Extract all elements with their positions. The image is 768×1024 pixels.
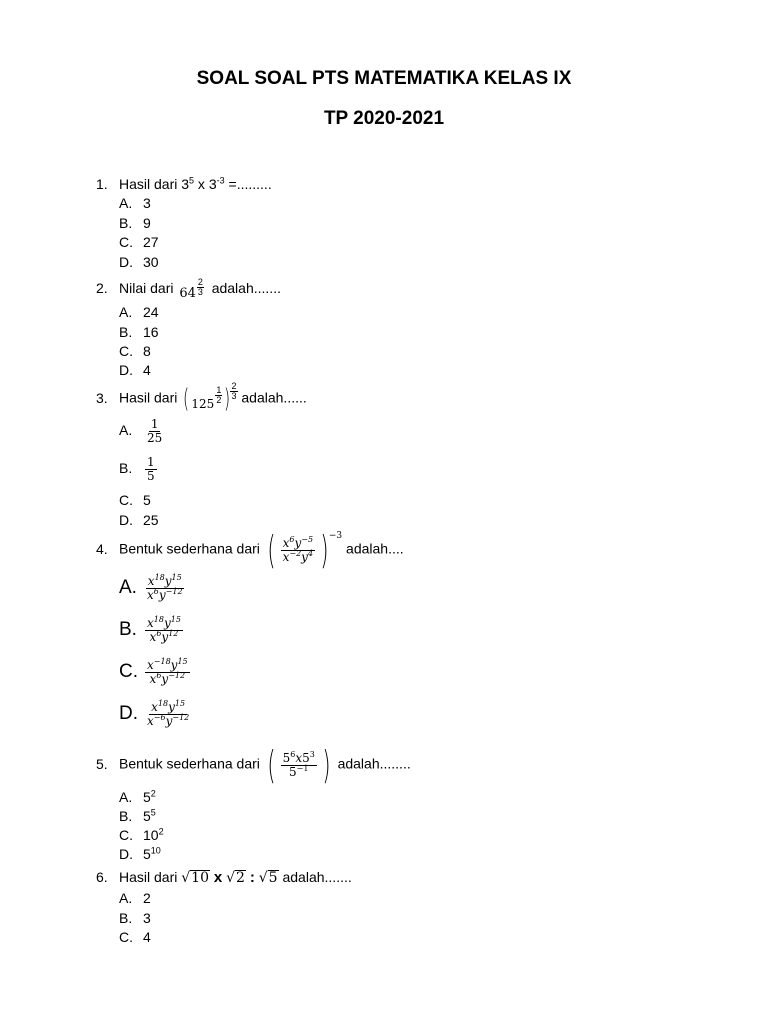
variable: y <box>168 700 175 714</box>
option-letter: D. <box>119 362 133 378</box>
exponent: −1 <box>296 763 309 773</box>
question-2 <box>96 278 281 301</box>
option-3c <box>119 492 151 508</box>
radicand: 10 <box>191 870 209 886</box>
square-root: √10 <box>181 870 209 886</box>
math-fraction <box>281 749 317 779</box>
right-paren: ) <box>224 384 231 414</box>
option-5c <box>119 827 164 843</box>
option-letter: D. <box>119 254 133 270</box>
square-root: √5 <box>258 870 278 886</box>
variable: y <box>161 629 169 644</box>
operator: x <box>295 750 303 765</box>
option-letter: A. <box>119 421 133 438</box>
math-expression <box>264 743 334 787</box>
option-fraction <box>145 659 190 685</box>
math-exponent-fraction <box>230 382 237 401</box>
option-5d <box>119 846 161 862</box>
option-1b <box>119 215 151 231</box>
exponent: 2 <box>158 826 164 837</box>
option-letter: C. <box>119 343 133 359</box>
option-3a <box>119 418 166 444</box>
question-number: 4. <box>96 540 108 557</box>
operator: : <box>249 869 255 886</box>
question-text: Nilai dari <box>119 280 174 296</box>
option-6b <box>119 910 151 926</box>
radicand: 2 <box>236 870 245 886</box>
variable: y <box>294 535 302 550</box>
question-1 <box>96 176 272 192</box>
variable: y <box>161 671 169 686</box>
question-5 <box>96 743 411 787</box>
option-fraction <box>145 701 191 727</box>
fraction-denominator: 25 <box>147 430 163 445</box>
question-text: adalah....... <box>211 280 281 296</box>
option-text: 8 <box>143 343 151 359</box>
question-text: adalah...... <box>241 389 307 406</box>
fraction-denominator <box>148 628 181 644</box>
exponent: 18 <box>157 699 169 708</box>
option-letter: B. <box>119 459 133 476</box>
option-letter: D. <box>119 846 133 862</box>
question-text: adalah........ <box>337 755 411 772</box>
number: 5 <box>289 764 297 779</box>
variable: x <box>147 713 154 728</box>
option-letter: C. <box>119 234 133 250</box>
exponent: 6 <box>156 670 162 680</box>
exponent: 3 <box>309 749 315 759</box>
exponent: 15 <box>177 657 188 666</box>
option-3d <box>119 512 159 528</box>
option-letter: A. <box>119 304 133 320</box>
option-letter: C. <box>119 827 133 843</box>
fraction-numerator: 1 <box>147 455 155 469</box>
fraction-denominator <box>145 712 191 728</box>
variable: x <box>149 629 157 644</box>
variable: x <box>282 549 290 564</box>
exponent: 4 <box>307 548 314 558</box>
option-text: 16 <box>143 324 159 340</box>
exponent: 6 <box>289 534 295 544</box>
option-letter: A. <box>119 890 133 906</box>
variable: x <box>147 658 154 672</box>
question-number: 6. <box>96 869 108 885</box>
math-expression <box>181 380 237 414</box>
exponent: −12 <box>168 670 186 680</box>
exponent: −18 <box>153 657 171 666</box>
exponent: 12 <box>168 628 179 638</box>
option-1d <box>119 254 159 270</box>
operator: x <box>213 869 223 886</box>
option-5a <box>119 789 156 805</box>
option-2b <box>119 324 159 340</box>
option-text: 30 <box>143 254 159 270</box>
variable: x <box>147 574 155 588</box>
fraction-numerator: 1 <box>216 384 222 395</box>
option-5b <box>119 808 156 824</box>
variable: x <box>151 700 158 714</box>
option-letter: A. <box>119 789 133 805</box>
left-paren: ( <box>267 528 276 572</box>
option-6a <box>119 890 151 906</box>
option-4a <box>119 575 187 601</box>
option-text: 5 <box>143 492 151 508</box>
fraction-denominator: 2 <box>216 394 222 405</box>
fraction-numerator: 2 <box>197 277 203 287</box>
radicand: 5 <box>268 870 278 886</box>
number: 5 <box>302 750 310 765</box>
option-3b <box>119 456 159 482</box>
option-letter: C. <box>119 492 133 508</box>
option-text: 2 <box>143 890 151 906</box>
right-paren: ) <box>322 743 331 787</box>
question-text: x 3 <box>194 176 217 192</box>
left-paren: ( <box>183 384 190 414</box>
option-letter: C. <box>119 661 138 683</box>
option-letter: B. <box>119 324 133 340</box>
question-number: 2. <box>96 280 108 296</box>
question-number: 3. <box>96 389 108 406</box>
option-fraction <box>145 575 185 601</box>
question-text: =......... <box>224 176 272 192</box>
exponent: -3 <box>216 175 225 186</box>
option-4c <box>119 659 192 685</box>
fraction-denominator <box>287 763 310 779</box>
exponent: 2 <box>150 788 156 799</box>
question-number: 5. <box>96 755 108 772</box>
exponent: 6 <box>153 586 159 596</box>
math-expression <box>264 528 342 572</box>
question-4 <box>96 528 404 572</box>
option-base: 5 <box>143 808 151 824</box>
option-text: 25 <box>143 512 159 528</box>
option-text: 27 <box>143 234 159 250</box>
option-letter: D. <box>119 512 133 528</box>
option-base: 10 <box>143 827 159 843</box>
variable: y <box>170 658 178 672</box>
option-text: 9 <box>143 215 151 231</box>
question-3 <box>96 380 307 414</box>
option-text: 4 <box>143 929 151 945</box>
option-4d <box>119 701 193 727</box>
option-letter: B. <box>119 910 133 926</box>
fraction-denominator: 5 <box>147 468 155 483</box>
option-text: 4 <box>143 362 151 378</box>
exponent: 5 <box>150 807 156 818</box>
exponent: −12 <box>172 712 190 722</box>
fraction-denominator: 3 <box>197 287 203 297</box>
option-2a <box>119 304 159 320</box>
question-text: Hasil dari 3 <box>119 176 190 192</box>
option-6c <box>119 929 151 945</box>
question-text: adalah.... <box>346 540 404 557</box>
option-base: 5 <box>143 789 151 805</box>
exponent: 15 <box>174 699 186 708</box>
question-6 <box>96 869 352 886</box>
option-letter: A. <box>119 195 133 211</box>
option-letter: B. <box>119 619 137 641</box>
variable: x <box>147 616 154 630</box>
option-letter: D. <box>119 703 138 725</box>
document-subtitle: TP 2020-2021 <box>323 108 445 129</box>
exponent: 18 <box>153 615 164 624</box>
right-paren: ) <box>320 528 329 572</box>
exponent: 5 <box>189 175 195 186</box>
math-fraction <box>281 534 315 564</box>
question-text: Hasil dari <box>119 869 178 885</box>
document-title: SOAL SOAL PTS MATEMATIKA KELAS IX <box>196 68 572 89</box>
fraction-numerator: 1 <box>150 417 159 431</box>
variable: x <box>149 671 157 686</box>
fraction-numerator: 2 <box>231 380 237 391</box>
fraction-denominator <box>145 586 185 602</box>
option-base: 5 <box>143 846 151 862</box>
question-text: Bentuk sederhana dari <box>119 540 260 557</box>
math-exponent-fraction <box>197 278 204 297</box>
question-text: Bentuk sederhana dari <box>119 755 260 772</box>
option-text: 24 <box>143 304 159 320</box>
math-base: 125 <box>191 397 215 411</box>
option-1c <box>119 234 159 250</box>
exponent: 6 <box>290 749 296 759</box>
fraction-denominator <box>148 670 188 686</box>
variable: y <box>158 587 166 602</box>
option-text: 3 <box>143 910 151 926</box>
exponent: 18 <box>154 573 165 582</box>
number: 5 <box>282 750 291 765</box>
variable: y <box>163 616 171 630</box>
option-fraction <box>145 617 183 643</box>
outer-exponent: −3 <box>328 531 343 541</box>
exponent: 10 <box>150 845 161 856</box>
question-number: 1. <box>96 176 108 192</box>
exponent: 15 <box>170 615 181 624</box>
question-text: Hasil dari <box>119 389 178 406</box>
variable: y <box>164 574 172 588</box>
question-text: adalah....... <box>282 869 352 885</box>
option-fraction <box>145 418 164 444</box>
option-letter: A. <box>119 577 137 599</box>
option-letter: C. <box>119 929 133 945</box>
math-exponent-fraction <box>215 386 222 405</box>
variable: y <box>165 713 173 728</box>
option-2c <box>119 343 151 359</box>
variable: y <box>301 549 308 564</box>
option-letter: B. <box>119 808 133 824</box>
option-fraction <box>145 456 157 482</box>
left-paren: ( <box>267 743 276 787</box>
variable: x <box>282 535 290 550</box>
fraction-denominator <box>281 548 315 564</box>
square-root: √2 <box>226 870 245 886</box>
fraction-denominator: 3 <box>231 390 237 401</box>
exponent: −5 <box>301 534 314 544</box>
option-4b <box>119 617 185 643</box>
option-1a <box>119 195 151 211</box>
exponent: 6 <box>156 628 162 638</box>
option-text: 3 <box>143 195 151 211</box>
math-base: 64 <box>179 286 196 301</box>
variable: x <box>147 587 154 602</box>
option-letter: B. <box>119 215 133 231</box>
exponent: 15 <box>171 573 182 582</box>
exponent: −6 <box>153 712 166 722</box>
option-2d <box>119 362 151 378</box>
exponent: −12 <box>165 586 183 596</box>
exponent: −2 <box>289 548 302 558</box>
